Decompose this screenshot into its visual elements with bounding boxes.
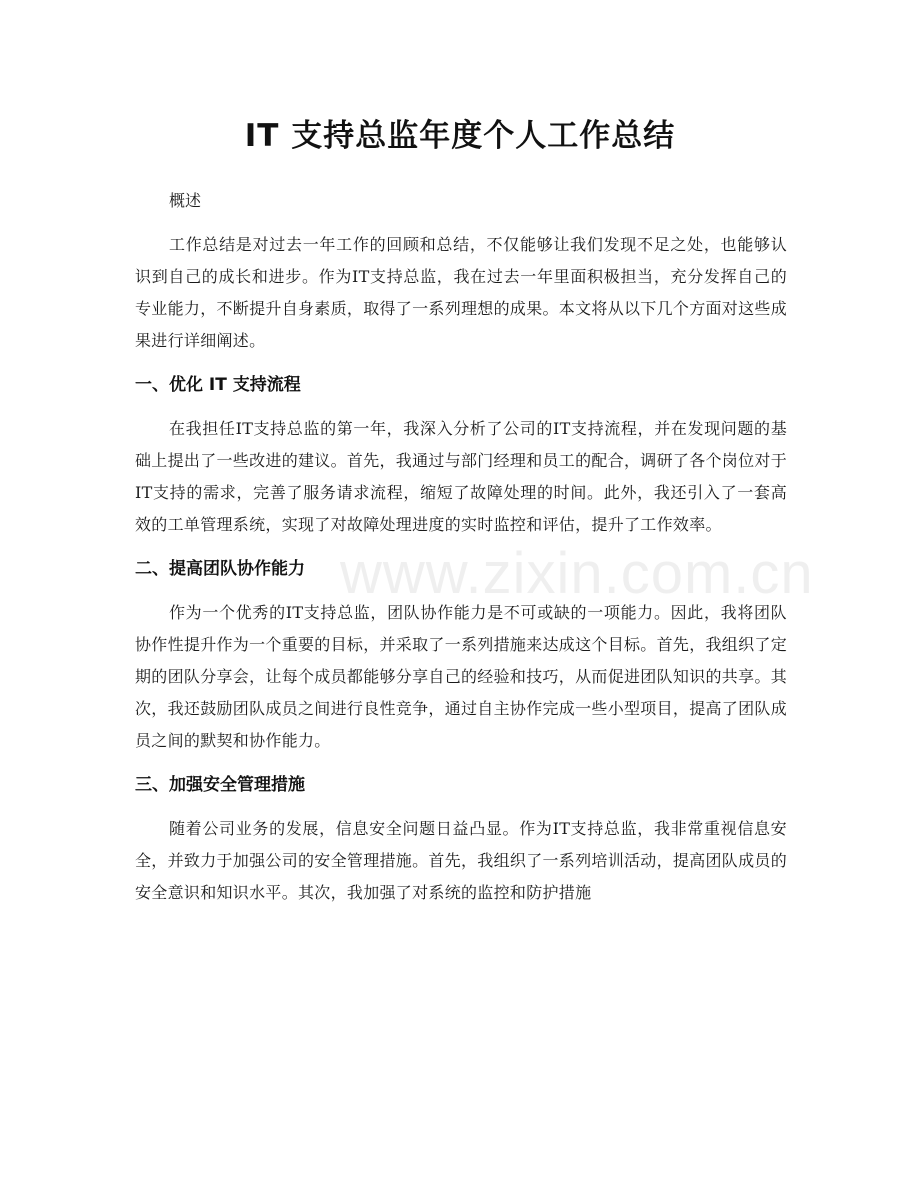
section-heading-1: 一、优化 IT 支持流程 — [135, 375, 301, 395]
document-title: IT 支持总监年度个人工作总结 — [244, 118, 676, 154]
section-heading-3: 三、加强安全管理措施 — [135, 775, 305, 795]
intro-paragraph: 工作总结是对过去一年工作的回顾和总结，不仅能够让我们发现不足之处，也能够认识到自己的成长和进步。作为IT支持总监，我在过去一年里面积极担当，充分发挥自己的专业能力，不断提升自身素质，取得了一系列理想的成果。本文将从以下几个方面对这些成果进行详细阐述。 — [135, 235, 788, 350]
overview-label: 概述 — [169, 191, 202, 210]
section-body-3: 随着公司业务的发展，信息安全问题日益凸显。作为IT支持总监，我非常重视信息安全，并致力于加强公司的安全管理措施。首先，我组织了一系列培训活动，提高团队成员的安全意识和知识水平。其次，我加强了对系统的监控和防护措施 — [135, 819, 788, 902]
watermark: www.zixin.com.cn — [340, 541, 814, 606]
section-heading-2: 二、提高团队协作能力 — [135, 559, 305, 579]
section-body-1: 在我担任IT支持总监的第一年，我深入分析了公司的IT支持流程，并在发现问题的基础上提出了一些改进的建议。首先，我通过与部门经理和员工的配合，调研了各个岗位对于IT支持的需求，完善了服务请求流程，缩短了故障处理的时间。此外，我还引入了一套高效的工单管理系统，实现了对故障处理进度的实时监控和评估，提升了工作效率。 — [135, 419, 788, 534]
document-body — [135, 185, 787, 921]
section-body-2: 作为一个优秀的IT支持总监，团队协作能力是不可或缺的一项能力。因此，我将团队协作性提升作为一个重要的目标，并采取了一系列措施来达成这个目标。首先，我组织了定期的团队分享会，让每个成员都能够分享自己的经验和技巧，从而促进团队知识的共享。其次，我还鼓励团队成员之间进行良性竞争，通过自主协作完成一些小型项目，提高了团队成员之间的默契和协作能力。 — [135, 603, 788, 750]
